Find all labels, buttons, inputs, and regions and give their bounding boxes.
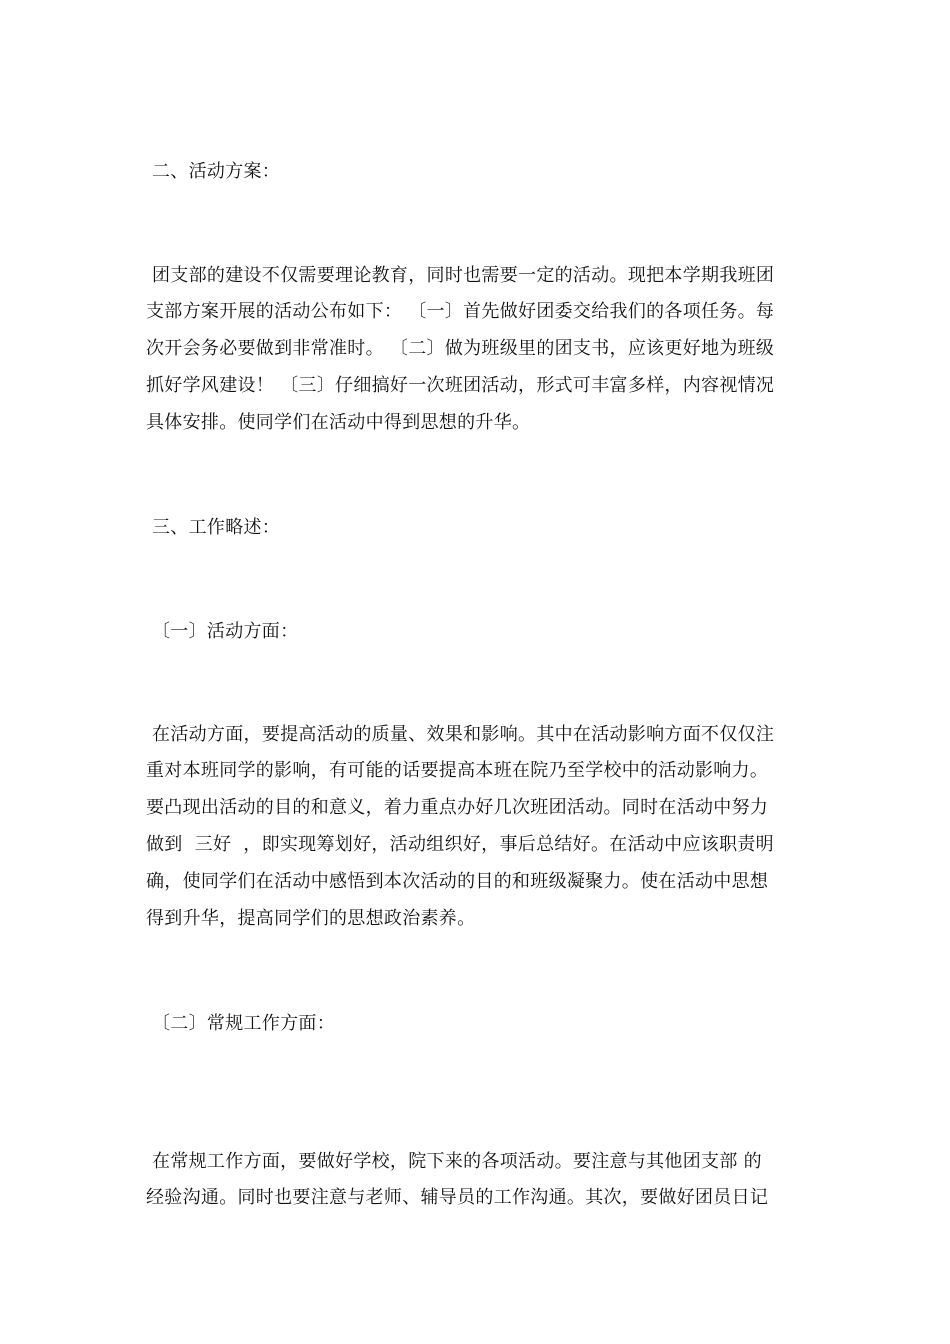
paragraph-line: 次开会务必要做到非常准时。 〔二〕做为班级里的团支书，应该更好地为班级 [146, 338, 775, 359]
paragraph-line: 具体安排。使同学们在活动中得到思想的升华。 [146, 412, 531, 433]
subsection-2-heading: 〔二〕常规工作方面： [152, 1013, 335, 1034]
paragraph-line: 支部方案开展的活动公布如下： 〔一〕首先做好团委交给我们的各项任务。每 [146, 301, 775, 322]
paragraph-line: 做到 三好 ，即实现筹划好，活动组织好，事后总结好。在活动中应该职责明 [146, 834, 774, 855]
paragraph-line: 经验沟通。同时也要注意与老师、辅导员的工作沟通。其次，要做好团员日记 [146, 1187, 769, 1208]
paragraph-line: 在常规工作方面，要做好学校，院下来的各项活动。要注意与其他团支部 的 [146, 1151, 762, 1172]
paragraph-line: 确，使同学们在活动中感悟到本次活动的目的和班级凝聚力。使在活动中思想 [146, 871, 769, 892]
section-3-heading: 三、工作略述： [152, 517, 281, 538]
paragraph-line: 要凸现出活动的目的和意义，着力重点办好几次班团活动。同时在活动中努力 [146, 797, 769, 818]
paragraph-line: 得到升华，提高同学们的思想政治素养。 [146, 908, 476, 929]
paragraph-line: 抓好学风建设！ 〔三〕仔细搞好一次班团活动，形式可丰富多样，内容视情况 [146, 375, 775, 396]
subsection-1-heading: 〔一〕活动方面： [152, 621, 299, 642]
section-2-heading: 二、活动方案： [152, 161, 281, 182]
paragraph-line: 重对本班同学的影响，有可能的话要提高本班在院乃至学校中的活动影响力。 [146, 760, 769, 781]
paragraph-line: 在活动方面，要提高活动的质量、效果和影响。其中在活动影响方面不仅仅注 [146, 724, 775, 745]
paragraph-line: 团支部的建设不仅需要理论教育，同时也需要一定的活动。现把本学期我班团 [146, 265, 775, 286]
